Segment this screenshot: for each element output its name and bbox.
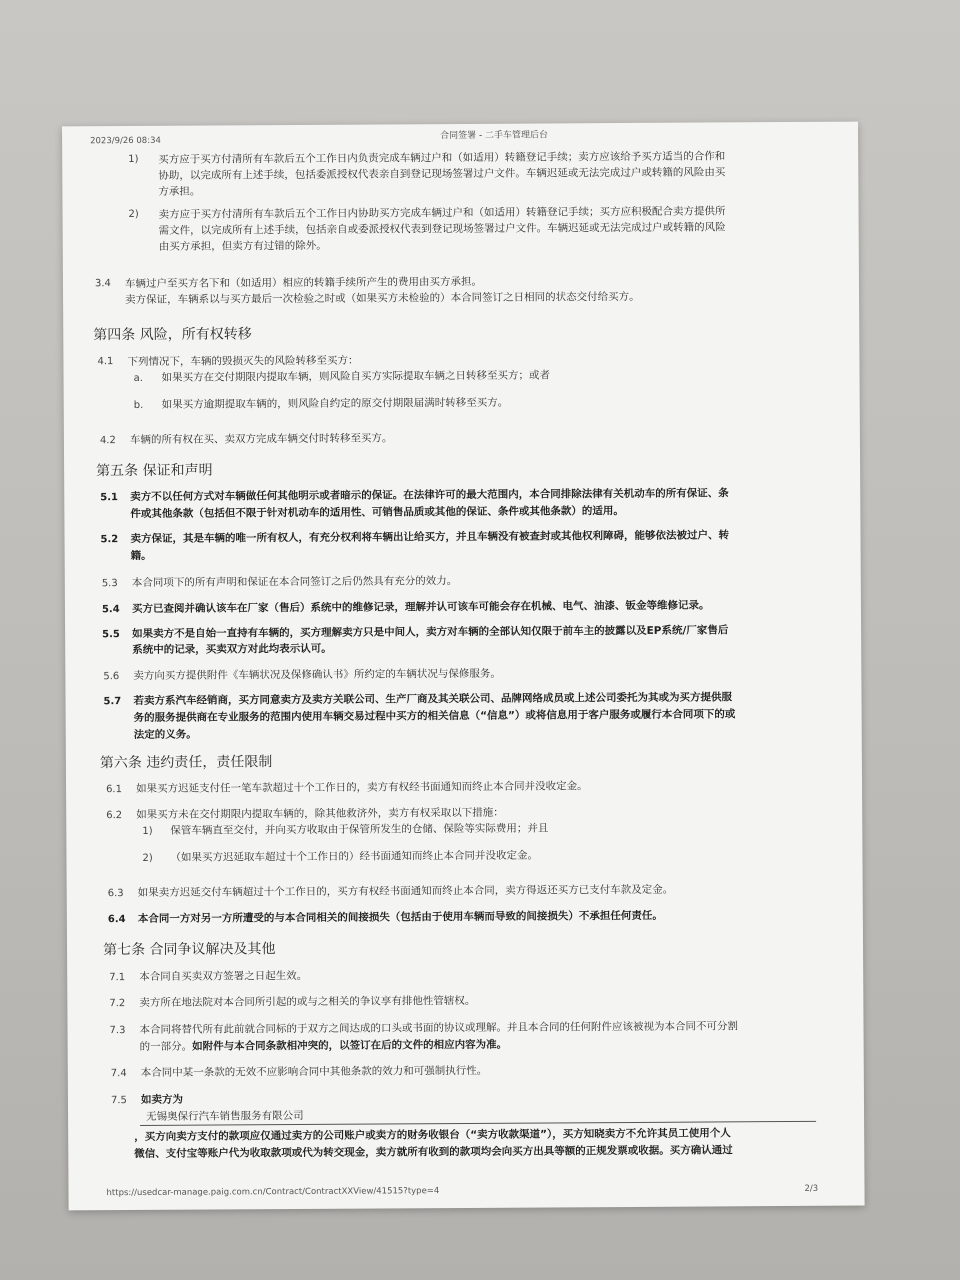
section-number: 7.2 xyxy=(109,998,126,1010)
section-6-1: 如果买方迟延支付任一笔车款超过十个工作日的，卖方有权经书面通知而终止本合同并没收定金。 xyxy=(136,780,588,795)
section-number: 7.4 xyxy=(110,1068,127,1080)
item-number: 2) xyxy=(128,208,139,221)
item-2-line-1: 卖方应于买方付清所有车款后五个工作日内协助买方完成车辆过户和（如适用）转籍登记手续；买方应积极配合卖方提供所 xyxy=(158,205,726,221)
item-letter: b. xyxy=(133,399,144,411)
item-letter: a. xyxy=(133,372,143,384)
section-5-7-line-3: 法定的义务。 xyxy=(133,728,197,742)
section-number: 3.4 xyxy=(94,278,111,290)
section-number: 5.6 xyxy=(103,671,120,683)
footer-url: https://usedcar-manage.paig.com.cn/Contract/ContractXXView/41515?type=4 xyxy=(106,1186,440,1199)
section-7-3-line-1: 本合同将替代所有此前就合同标的于双方之间达成的口头或书面的协议或理解。并且本合同的任何附件应该被视为本合同不可分割 xyxy=(139,1020,739,1036)
section-5-4: 买方已查阅并确认该车在厂家（售后）系统中的维修记录，理解并认可该车可能会存在机械、电气、油漆、钣金等维修记录。 xyxy=(131,599,710,616)
section-7-3-line-2-bold: 如附件与本合同条款相冲突的，以签订在后的文件的相应内容为准。 xyxy=(192,1038,508,1053)
section-number: 6.2 xyxy=(106,810,123,822)
section-number: 5.4 xyxy=(101,604,120,616)
section-5-5-line-2: 系统中的记录，买卖双方对此均表示认可。 xyxy=(132,642,332,657)
section-5-2-line-2: 籍。 xyxy=(130,549,152,563)
section-number: 7.5 xyxy=(110,1095,127,1107)
contract-page xyxy=(62,122,865,1211)
section-number: 7.1 xyxy=(109,972,126,984)
section-5-2-line-1: 卖方保证，其是车辆的唯一所有权人，有充分权利将车辆出让给买方，并且车辆没有被查封或其他权利障碍，能够依法被过户、转 xyxy=(130,529,730,546)
section-6-2: 如果买方未在交付期限内提取车辆的，除其他救济外，卖方有权采取以下措施： xyxy=(136,806,504,821)
article-6-heading: 第六条 违约责任，责任限制 xyxy=(99,754,273,772)
page-number: 2/3 xyxy=(804,1183,819,1194)
section-number: 6.4 xyxy=(107,914,126,926)
page-header-title: 合同签署 - 二手车管理后台 xyxy=(440,130,549,142)
section-number: 5.3 xyxy=(101,578,118,590)
section-7-3-line-2-text: 的一部分。 xyxy=(139,1040,193,1053)
section-5-1-line-1: 卖方不以任何方式对车辆做任何其他明示或者暗示的保证。在法律许可的最大范围内，本合同排除法律有关机动车的所有保证、条 xyxy=(130,487,729,504)
section-5-7-line-1: 若卖方系汽车经销商，买方同意卖方及卖方关联公司、生产厂商及其关联公司、品牌网络成员或上述公司委托为其或为买方提供服 xyxy=(133,691,733,708)
section-4-1-b: 如果买方逾期提取车辆的，则风险自约定的原交付期限届满时转移至买方。 xyxy=(161,396,509,411)
item-2-line-2: 需文件，以完成所有上述手续，包括亲自或委派授权代表到登记现场签署过户文件。车辆迟延或无法完成过户或转籍的风险 xyxy=(158,221,726,237)
section-4-2: 车辆的所有权在买、卖双方完成车辆交付时转移至买方。 xyxy=(129,432,393,447)
item-number: 1) xyxy=(142,825,153,837)
section-number: 6.1 xyxy=(106,784,122,796)
section-5-3: 本合同项下的所有声明和保证在本合同签订之后仍然具有充分的效力。 xyxy=(131,575,458,590)
print-date: 2023/9/26 08:34 xyxy=(90,135,161,147)
section-6-3: 如果卖方迟延交付车辆超过十个工作日的，买方有权经书面通知而终止本合同，卖方得返还买方已支付车款及定金。 xyxy=(137,883,674,899)
item-number: 1) xyxy=(128,153,139,166)
section-7-2: 卖方所在地法院对本合同所引起的或与之相关的争议享有排他性管辖权。 xyxy=(139,994,476,1009)
section-number: 5.2 xyxy=(100,534,119,546)
article-7-heading: 第七条 合同争议解决及其他 xyxy=(102,941,276,959)
item-1-line-2: 协助，以完成所有上述手续，包括委派授权代表亲自到登记现场签署过户文件。车辆迟延或无法完成过户或转籍的风险由买 xyxy=(158,166,726,182)
section-4-1-a: 如果买方在交付期限内提取车辆，则风险自买方实际提取车辆之日转移至买方；或者 xyxy=(161,369,551,384)
section-number: 7.3 xyxy=(109,1025,126,1037)
section-7-4: 本合同中某一条款的无效不应影响合同中其他条款的效力和可强制执行性。 xyxy=(140,1064,488,1079)
section-7-5-line-1: ，买方向卖方支付的款项应仅通过卖方的公司账户或卖方的财务收银台（“卖方收款渠道”），买方知晓卖方不允许其员工使用个人 xyxy=(134,1127,731,1144)
section-number: 4.1 xyxy=(97,356,114,368)
article-4-heading: 第四条 风险，所有权转移 xyxy=(93,326,252,344)
item-number: 2) xyxy=(142,852,153,864)
section-number: 5.5 xyxy=(102,629,120,641)
section-number: 5.7 xyxy=(103,696,122,708)
item-2-line-3: 由买方承担，但卖方有过错的除外。 xyxy=(158,239,327,253)
section-7-1: 本合同自买卖双方签署之日起生效。 xyxy=(139,969,308,983)
item-1-line-1: 买方应于买方付清所有车款后五个工作日内负责完成车辆过户和（如适用）转籍登记手续；卖方应该给予买方适当的合作和 xyxy=(158,150,726,166)
seller-company-name: 无锡奥保行汽车销售服务有限公司 xyxy=(146,1109,304,1123)
section-5-1-line-2: 件或其他条款（包括但不限于针对机动车的适用性、可销售品质或其他的保证、条件或其他条款）的适用。 xyxy=(130,505,624,521)
section-5-5-line-1: 如果卖方不是自始一直持有车辆的，买方理解卖方只是中间人，卖方对车辆的全部认知仅限于前车主的披露以及EP系统/厂家售后 xyxy=(132,624,729,641)
section-7-5-line-2: 微信、支付宝等账户代为收取款项或代为转交现金，卖方就所有收到的款项均会向买方出具等额的正规发票或收据。买方确认通过 xyxy=(134,1144,733,1161)
section-5-6: 卖方向买方提供附件《车辆状况及保修确认书》所约定的车辆状况与保修服务。 xyxy=(133,667,501,683)
section-6-4: 本合同一方对另一方所遭受的与本合同相关的间接损失（包括由于使用车辆而导致的间接损失）不承担任何责任。 xyxy=(137,909,663,925)
section-number: 4.2 xyxy=(99,435,116,447)
section-6-2-1: 保管车辆直至交付，并向买方收取由于保管所发生的仓储、保险等实际费用；并且 xyxy=(170,822,549,837)
section-7-3-line-2 xyxy=(140,1037,508,1055)
section-3-4-line-2: 卖方保证，车辆系以与买方最后一次检验之时或（如果买方未检验的）本合同签订之日相同的状态交付给买方。 xyxy=(125,290,640,307)
section-3-4-line-1: 车辆过户至买方名下和（如适用）相应的转籍手续所产生的费用由买方承担。 xyxy=(124,275,483,291)
article-5-heading: 第五条 保证和声明 xyxy=(96,462,213,480)
item-1-line-3: 方承担。 xyxy=(158,185,201,198)
section-4-1: 下列情况下，车辆的毁损灭失的风险转移至买方： xyxy=(127,354,359,369)
section-number: 5.1 xyxy=(100,492,119,504)
section-5-7-line-2: 务的服务提供商在专业服务的范围内使用车辆交易过程中买方的相关信息（“信息”）或将信息用于客户服务或履行本合同项下的或 xyxy=(133,708,736,725)
section-number: 6.3 xyxy=(107,888,124,900)
section-6-2-2: （如果买方迟延取车超过十个工作日的）经书面通知而终止本合同并没收定金。 xyxy=(170,849,539,864)
section-7-5-label: 如卖方为 xyxy=(140,1093,183,1106)
